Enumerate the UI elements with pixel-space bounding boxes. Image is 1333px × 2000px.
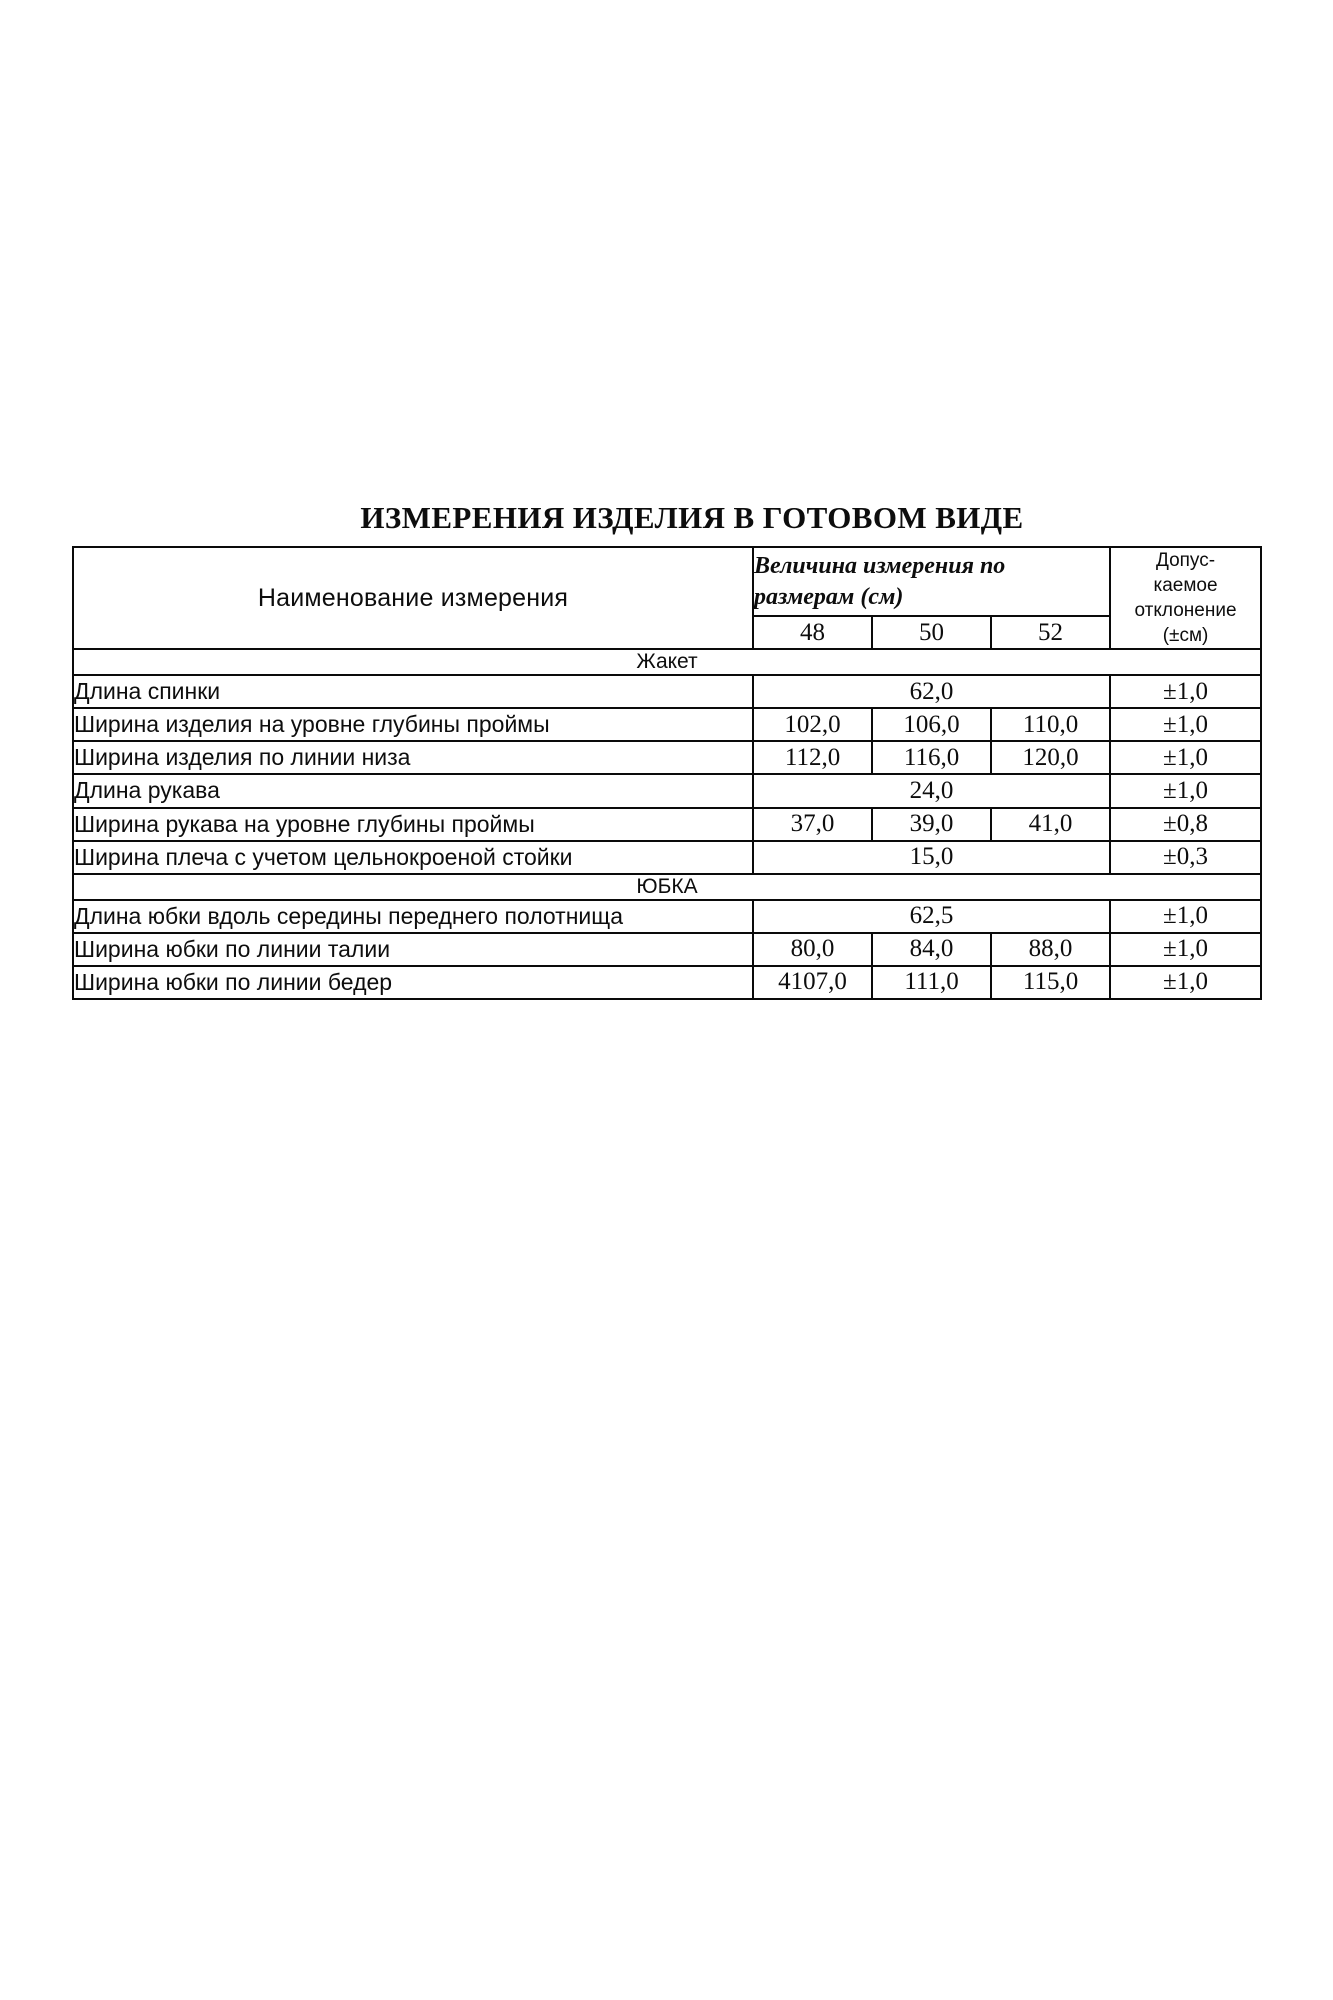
row-value-merged: 62,0 — [753, 675, 1110, 708]
section-header-row — [73, 649, 1261, 675]
table-row — [73, 808, 1261, 841]
header-tolerance-line-3: отклонение — [1134, 600, 1237, 622]
section-header-row — [73, 874, 1261, 900]
row-label: Ширина юбки по линии бедер — [73, 966, 753, 999]
row-value-48: 37,0 — [753, 808, 872, 841]
row-tolerance: ±1,0 — [1110, 900, 1261, 933]
measurements-table — [72, 546, 1262, 1000]
header-measurement-name: Наименование измерения — [73, 547, 753, 649]
header-tolerance-line-4: (±см) — [1162, 625, 1209, 647]
row-label: Ширина изделия на уровне глубины проймы — [73, 708, 753, 741]
table-header-row-1 — [73, 547, 1261, 616]
row-value-merged: 15,0 — [753, 841, 1110, 874]
header-size-50: 50 — [872, 616, 991, 649]
header-size-48: 48 — [753, 616, 872, 649]
row-value-50: 111,0 — [872, 966, 991, 999]
row-value-52: 41,0 — [991, 808, 1110, 841]
header-tolerance-line-2: каемое — [1153, 575, 1218, 597]
row-value-50: 116,0 — [872, 741, 991, 774]
row-value-merged: 24,0 — [753, 774, 1110, 807]
row-tolerance: ±1,0 — [1110, 708, 1261, 741]
row-value-50: 39,0 — [872, 808, 991, 841]
table-row — [73, 966, 1261, 999]
row-label: Ширина рукава на уровне глубины проймы — [73, 808, 753, 841]
row-value-52: 115,0 — [991, 966, 1110, 999]
row-tolerance: ±1,0 — [1110, 966, 1261, 999]
row-value-48: 4107,0 — [753, 966, 872, 999]
page-title: ИЗМЕРЕНИЯ ИЗДЕЛИЯ В ГОТОВОМ ВИДЕ — [360, 500, 1024, 535]
row-value-52: 88,0 — [991, 933, 1110, 966]
row-tolerance: ±0,8 — [1110, 808, 1261, 841]
row-value-50: 106,0 — [872, 708, 991, 741]
table-row — [73, 774, 1261, 807]
row-label: Ширина юбки по линии талии — [73, 933, 753, 966]
table-row — [73, 708, 1261, 741]
section-label-skirt: ЮБКА — [73, 874, 1261, 900]
row-label: Ширина плеча с учетом цельнокроеной стойки — [73, 841, 753, 874]
row-label: Длина рукава — [73, 774, 753, 807]
header-tolerance-line-1: Допус- — [1156, 550, 1216, 571]
header-value-group: Величина измерения по размерам (см) — [753, 547, 1110, 616]
row-label: Длина спинки — [73, 675, 753, 708]
row-label: Ширина изделия по линии низа — [73, 741, 753, 774]
row-label: Длина юбки вдоль середины переднего полотнища — [73, 900, 753, 933]
table-row — [73, 675, 1261, 708]
section-label-jacket: Жакет — [73, 649, 1261, 675]
row-value-merged: 62,5 — [753, 900, 1110, 933]
row-value-52: 120,0 — [991, 741, 1110, 774]
header-tolerance — [1110, 547, 1261, 649]
table-row — [73, 933, 1261, 966]
row-value-48: 112,0 — [753, 741, 872, 774]
row-tolerance: ±1,0 — [1110, 675, 1261, 708]
table-row — [73, 741, 1261, 774]
row-value-48: 102,0 — [753, 708, 872, 741]
table-row — [73, 900, 1261, 933]
row-value-52: 110,0 — [991, 708, 1110, 741]
table-row — [73, 841, 1261, 874]
row-tolerance: ±0,3 — [1110, 841, 1261, 874]
row-value-50: 84,0 — [872, 933, 991, 966]
row-value-48: 80,0 — [753, 933, 872, 966]
row-tolerance: ±1,0 — [1110, 774, 1261, 807]
row-tolerance: ±1,0 — [1110, 741, 1261, 774]
measurements-document — [72, 500, 1262, 1000]
header-size-52: 52 — [991, 616, 1110, 649]
row-tolerance: ±1,0 — [1110, 933, 1261, 966]
